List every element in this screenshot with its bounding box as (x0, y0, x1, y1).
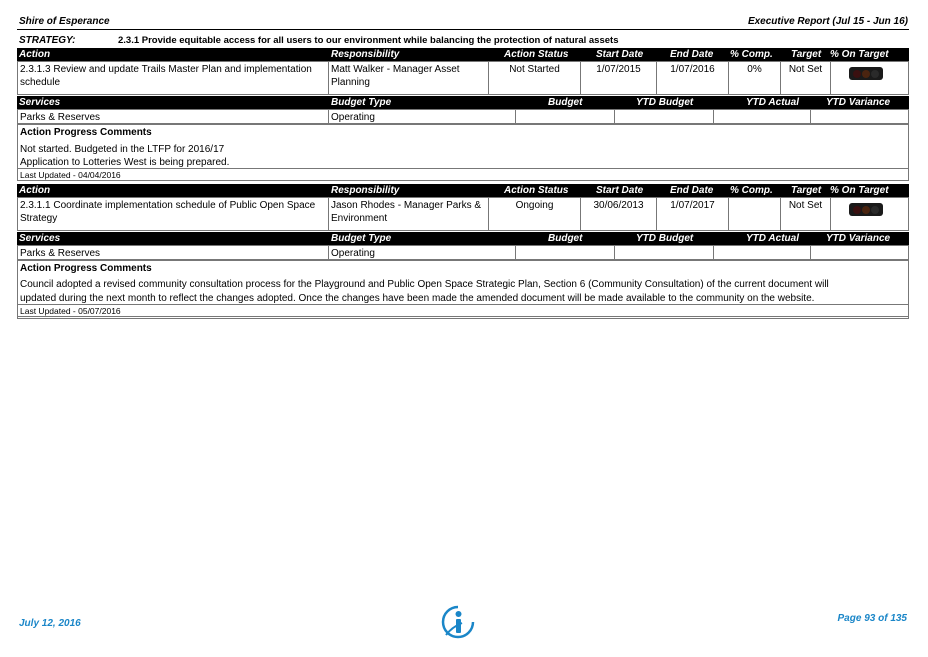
col-ytd-actual: YTD Actual (746, 233, 799, 244)
traffic-light-icon (849, 203, 883, 216)
service-budget-type: Operating (328, 245, 516, 260)
comment-line: Application to Lotteries West is being prepared. (20, 157, 230, 168)
action-end-date: 1/07/2017 (656, 197, 729, 231)
footer-page-number: Page 93 of 135 (837, 613, 907, 624)
col-on-target: % On Target (830, 185, 889, 196)
last-updated: Last Updated - 04/04/2016 (17, 168, 909, 181)
service-ytd-actual (713, 245, 811, 260)
comment-line: updated during the next month to reflect the changes adopted. Once the changes have been made the amended document will be made available to the community on the website. (20, 293, 815, 304)
action-target: Not Set (780, 61, 831, 95)
action-end-date: 1/07/2016 (656, 61, 729, 95)
col-end: End Date (670, 49, 714, 60)
col-start: Start Date (596, 185, 644, 196)
comments-title: Action Progress Comments (20, 263, 152, 274)
action-status: Ongoing (488, 197, 581, 231)
service-ytd-variance (810, 109, 909, 124)
action-percent-complete (728, 197, 781, 231)
action-responsibility: Jason Rhodes - Manager Parks & Environment (328, 197, 489, 231)
col-ytd-variance: YTD Variance (826, 233, 891, 244)
col-target: Target (791, 185, 822, 196)
info-i-logo-icon (440, 605, 476, 639)
traffic-light-icon (849, 67, 883, 80)
action-name: 2.3.1.1 Coordinate implementation schedule of Public Open Space Strategy (17, 197, 329, 231)
action-header-bar (17, 48, 909, 61)
service-budget (515, 109, 615, 124)
comment-line: Council adopted a revised community consultation process for the Playground and Public Open Space Strategic Plan, Section 6 (Community Consultation) of the current document will (20, 279, 829, 290)
col-start: Start Date (596, 49, 644, 60)
col-budget: Budget (548, 97, 583, 108)
services-header-bar (17, 232, 909, 245)
col-status: Action Status (504, 185, 569, 196)
services-header-bar (17, 96, 909, 109)
service-name: Parks & Reserves (17, 109, 329, 124)
action-percent-complete: 0% (728, 61, 781, 95)
table-bottom-border (17, 317, 909, 319)
last-updated: Last Updated - 05/07/2016 (17, 304, 909, 317)
comment-line: Not started. Budgeted in the LTFP for 2016/17 (20, 144, 225, 155)
col-ytd-actual: YTD Actual (746, 97, 799, 108)
comments-box (17, 124, 909, 169)
col-responsibility: Responsibility (331, 185, 400, 196)
col-ytd-budget: YTD Budget (636, 97, 694, 108)
col-on-target: % On Target (830, 49, 889, 60)
col-budget-type: Budget Type (331, 97, 392, 108)
col-responsibility: Responsibility (331, 49, 400, 60)
header-divider (17, 29, 909, 30)
col-action: Action (19, 49, 51, 60)
col-services: Services (19, 97, 61, 108)
col-services: Services (19, 233, 61, 244)
col-end: End Date (670, 185, 714, 196)
col-comp: % Comp. (730, 185, 773, 196)
service-ytd-variance (810, 245, 909, 260)
service-ytd-budget (614, 245, 714, 260)
comments-box (17, 260, 909, 305)
action-responsibility: Matt Walker - Manager Asset Planning (328, 61, 489, 95)
col-ytd-budget: YTD Budget (636, 233, 694, 244)
col-budget-type: Budget Type (331, 233, 392, 244)
col-ytd-variance: YTD Variance (826, 97, 891, 108)
strategy-label: STRATEGY: (19, 35, 76, 46)
on-target-cell (830, 197, 909, 231)
org-name: Shire of Esperance (19, 16, 110, 27)
service-budget-type: Operating (328, 109, 516, 124)
comments-title: Action Progress Comments (20, 127, 152, 138)
service-budget (515, 245, 615, 260)
action-start-date: 1/07/2015 (580, 61, 657, 95)
report-title: Executive Report (Jul 15 - Jun 16) (747, 16, 908, 27)
on-target-cell (830, 61, 909, 95)
strategy-text: 2.3.1 Provide equitable access for all users to our environment while balancing the protection of natural assets (118, 35, 619, 46)
col-status: Action Status (504, 49, 569, 60)
col-comp: % Comp. (730, 49, 773, 60)
action-header-bar (17, 184, 909, 197)
action-name: 2.3.1.3 Review and update Trails Master Plan and implementation schedule (17, 61, 329, 95)
service-name: Parks & Reserves (17, 245, 329, 260)
col-action: Action (19, 185, 51, 196)
service-ytd-actual (713, 109, 811, 124)
action-status: Not Started (488, 61, 581, 95)
footer-date: July 12, 2016 (19, 618, 81, 629)
col-target: Target (791, 49, 822, 60)
col-budget: Budget (548, 233, 583, 244)
action-start-date: 30/06/2013 (580, 197, 657, 231)
service-ytd-budget (614, 109, 714, 124)
action-target: Not Set (780, 197, 831, 231)
